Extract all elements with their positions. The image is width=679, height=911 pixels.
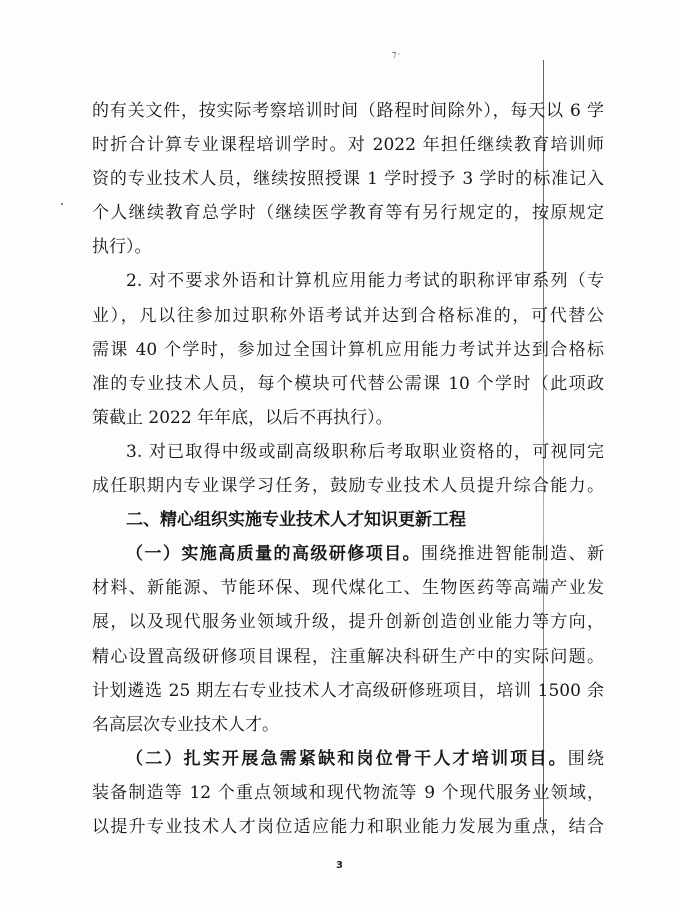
paragraph-line: 以提升专业技术人才岗位适应能力和职业能力发展为重点，结合 xyxy=(92,816,604,837)
paragraph-line: 装备制造等 12 个重点领域和现代物流等 9 个现代服务业领域， xyxy=(92,782,604,803)
paragraph-line: 2. 对不要求外语和计算机应用能力考试的职称评审系列（专 xyxy=(126,271,604,292)
paragraph-line: 名高层次专业技术人才。 xyxy=(92,714,279,735)
body-text xyxy=(92,94,604,844)
paragraph-line: 的有关文件，按实际考察培训时间（路程时间除外），每天以 6 学 xyxy=(92,101,604,121)
paragraph-line: 材料、新能源、节能环保、现代煤化工、生物医药等高端产业发 xyxy=(92,578,604,599)
scan-dot xyxy=(61,203,63,205)
paragraph-line: 策截止 2022 年年底，以后不再执行）。 xyxy=(92,407,393,428)
paragraph-line: 业），凡以往参加过职称外语考试并达到合格标准的，可代替公 xyxy=(92,305,604,326)
paragraph-line xyxy=(92,742,604,776)
section-heading: 二、精心组织实施专业技术人才知识更新工程 xyxy=(126,510,466,531)
paragraph-line: 计划遴选 25 期左右专业技术人才高级研修班项目，培训 1500 余 xyxy=(92,680,604,701)
subsection-title: （二）扎实开展急需紧缺和岗位骨干人才培训项目。 xyxy=(126,748,568,769)
paragraph-line-tail: 围绕推进智能制造、新 xyxy=(421,544,605,565)
paragraph-line: 3. 对已取得中级或副高级职称后考取职业资格的，可视同完 xyxy=(126,441,604,462)
paragraph-line xyxy=(92,537,604,571)
paragraph-line: 执行）。 xyxy=(92,237,152,258)
paragraph-line: 准的专业技术人员，每个模块可代替公需课 10 个学时（此项政 xyxy=(92,373,604,394)
paragraph-line: 展，以及现代服务业领域升级，提升创新创造创业能力等方向， xyxy=(92,612,604,633)
paragraph-line: 精心设置高级研修项目课程，注重解决科研生产中的实际问题。 xyxy=(92,646,604,667)
paragraph-line: 资的专业技术人员，继续按照授课 1 学时授予 3 学时的标准记入 xyxy=(92,169,604,190)
subsection-title: （一）实施高质量的高级研修项目。 xyxy=(126,544,422,565)
paragraph-line: 需课 40 个学时，参加过全国计算机应用能力考试并达到合格标 xyxy=(92,339,604,360)
paragraph-line-tail: 围绕 xyxy=(567,748,605,769)
page-number: 3 xyxy=(336,860,343,871)
paragraph-line: 时折合计算专业课程培训学时。对 2022 年担任继续教育培训师 xyxy=(92,135,604,156)
paragraph-line: 成任职期内专业课学习任务，鼓励专业技术人员提升综合能力。 xyxy=(92,476,604,497)
paragraph-line: 个人继续教育总学时（继续医学教育等有另行规定的，按原规定 xyxy=(92,203,604,224)
scan-speck: ⁊· xyxy=(392,50,402,60)
